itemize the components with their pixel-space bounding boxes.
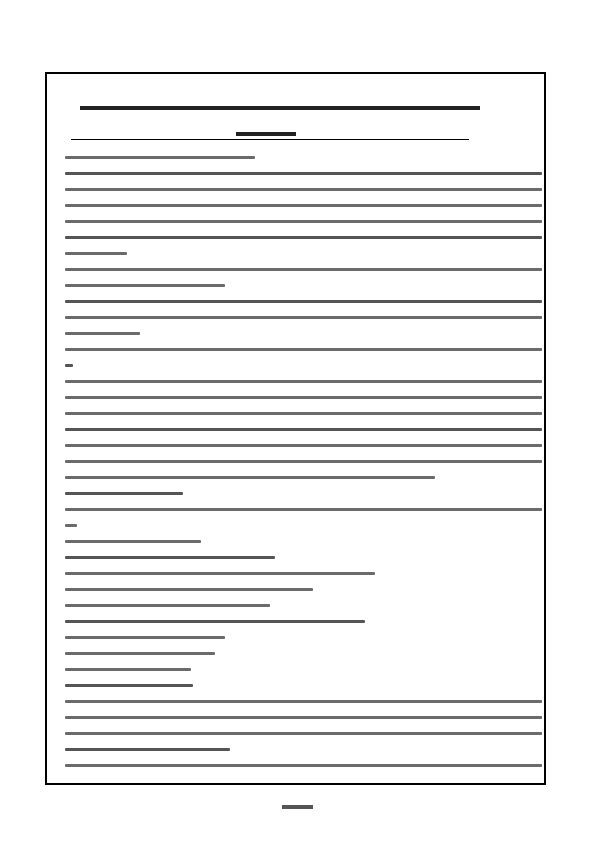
document-text-line xyxy=(65,652,215,655)
document-text-line xyxy=(65,636,225,639)
document-text-line xyxy=(65,188,542,191)
document-text-line xyxy=(65,444,542,447)
document-text-line xyxy=(65,604,270,607)
document-text-line xyxy=(65,684,193,687)
document-text-line xyxy=(65,748,230,751)
document-text-line xyxy=(65,332,140,335)
document-text-line xyxy=(65,716,542,719)
document-text-line xyxy=(65,524,77,527)
document-text-line xyxy=(65,428,542,431)
document-text-line xyxy=(65,588,313,591)
document-text-line xyxy=(65,204,542,207)
document-title-line-1 xyxy=(80,106,480,110)
document-text-line xyxy=(65,220,542,223)
document-text-line xyxy=(65,460,542,463)
document-text-line xyxy=(65,476,435,479)
document-text-line xyxy=(65,572,375,575)
document-text-line xyxy=(65,764,542,767)
document-border xyxy=(45,72,546,785)
document-text-line xyxy=(65,364,73,367)
document-text-line xyxy=(65,396,542,399)
document-text-line xyxy=(65,732,542,735)
document-text-line xyxy=(65,412,542,415)
title-underline xyxy=(71,139,469,140)
document-text-line xyxy=(65,668,191,671)
document-text-line xyxy=(65,380,542,383)
document-text-line xyxy=(65,300,542,303)
document-text-line xyxy=(65,620,365,623)
document-title-line-2 xyxy=(236,132,296,136)
document-text-line xyxy=(65,252,127,255)
document-text-line xyxy=(65,508,542,511)
document-text-line xyxy=(65,172,542,175)
document-text-line xyxy=(65,492,183,495)
document-text-line xyxy=(65,268,542,271)
document-text-line xyxy=(65,316,542,319)
document-text-line xyxy=(65,236,542,239)
page-number xyxy=(282,805,313,809)
document-text-line xyxy=(65,540,201,543)
document-text-line xyxy=(65,284,225,287)
document-text-line xyxy=(65,156,255,159)
document-text-line xyxy=(65,556,275,559)
document-text-line xyxy=(65,700,542,703)
document-text-line xyxy=(65,348,542,351)
